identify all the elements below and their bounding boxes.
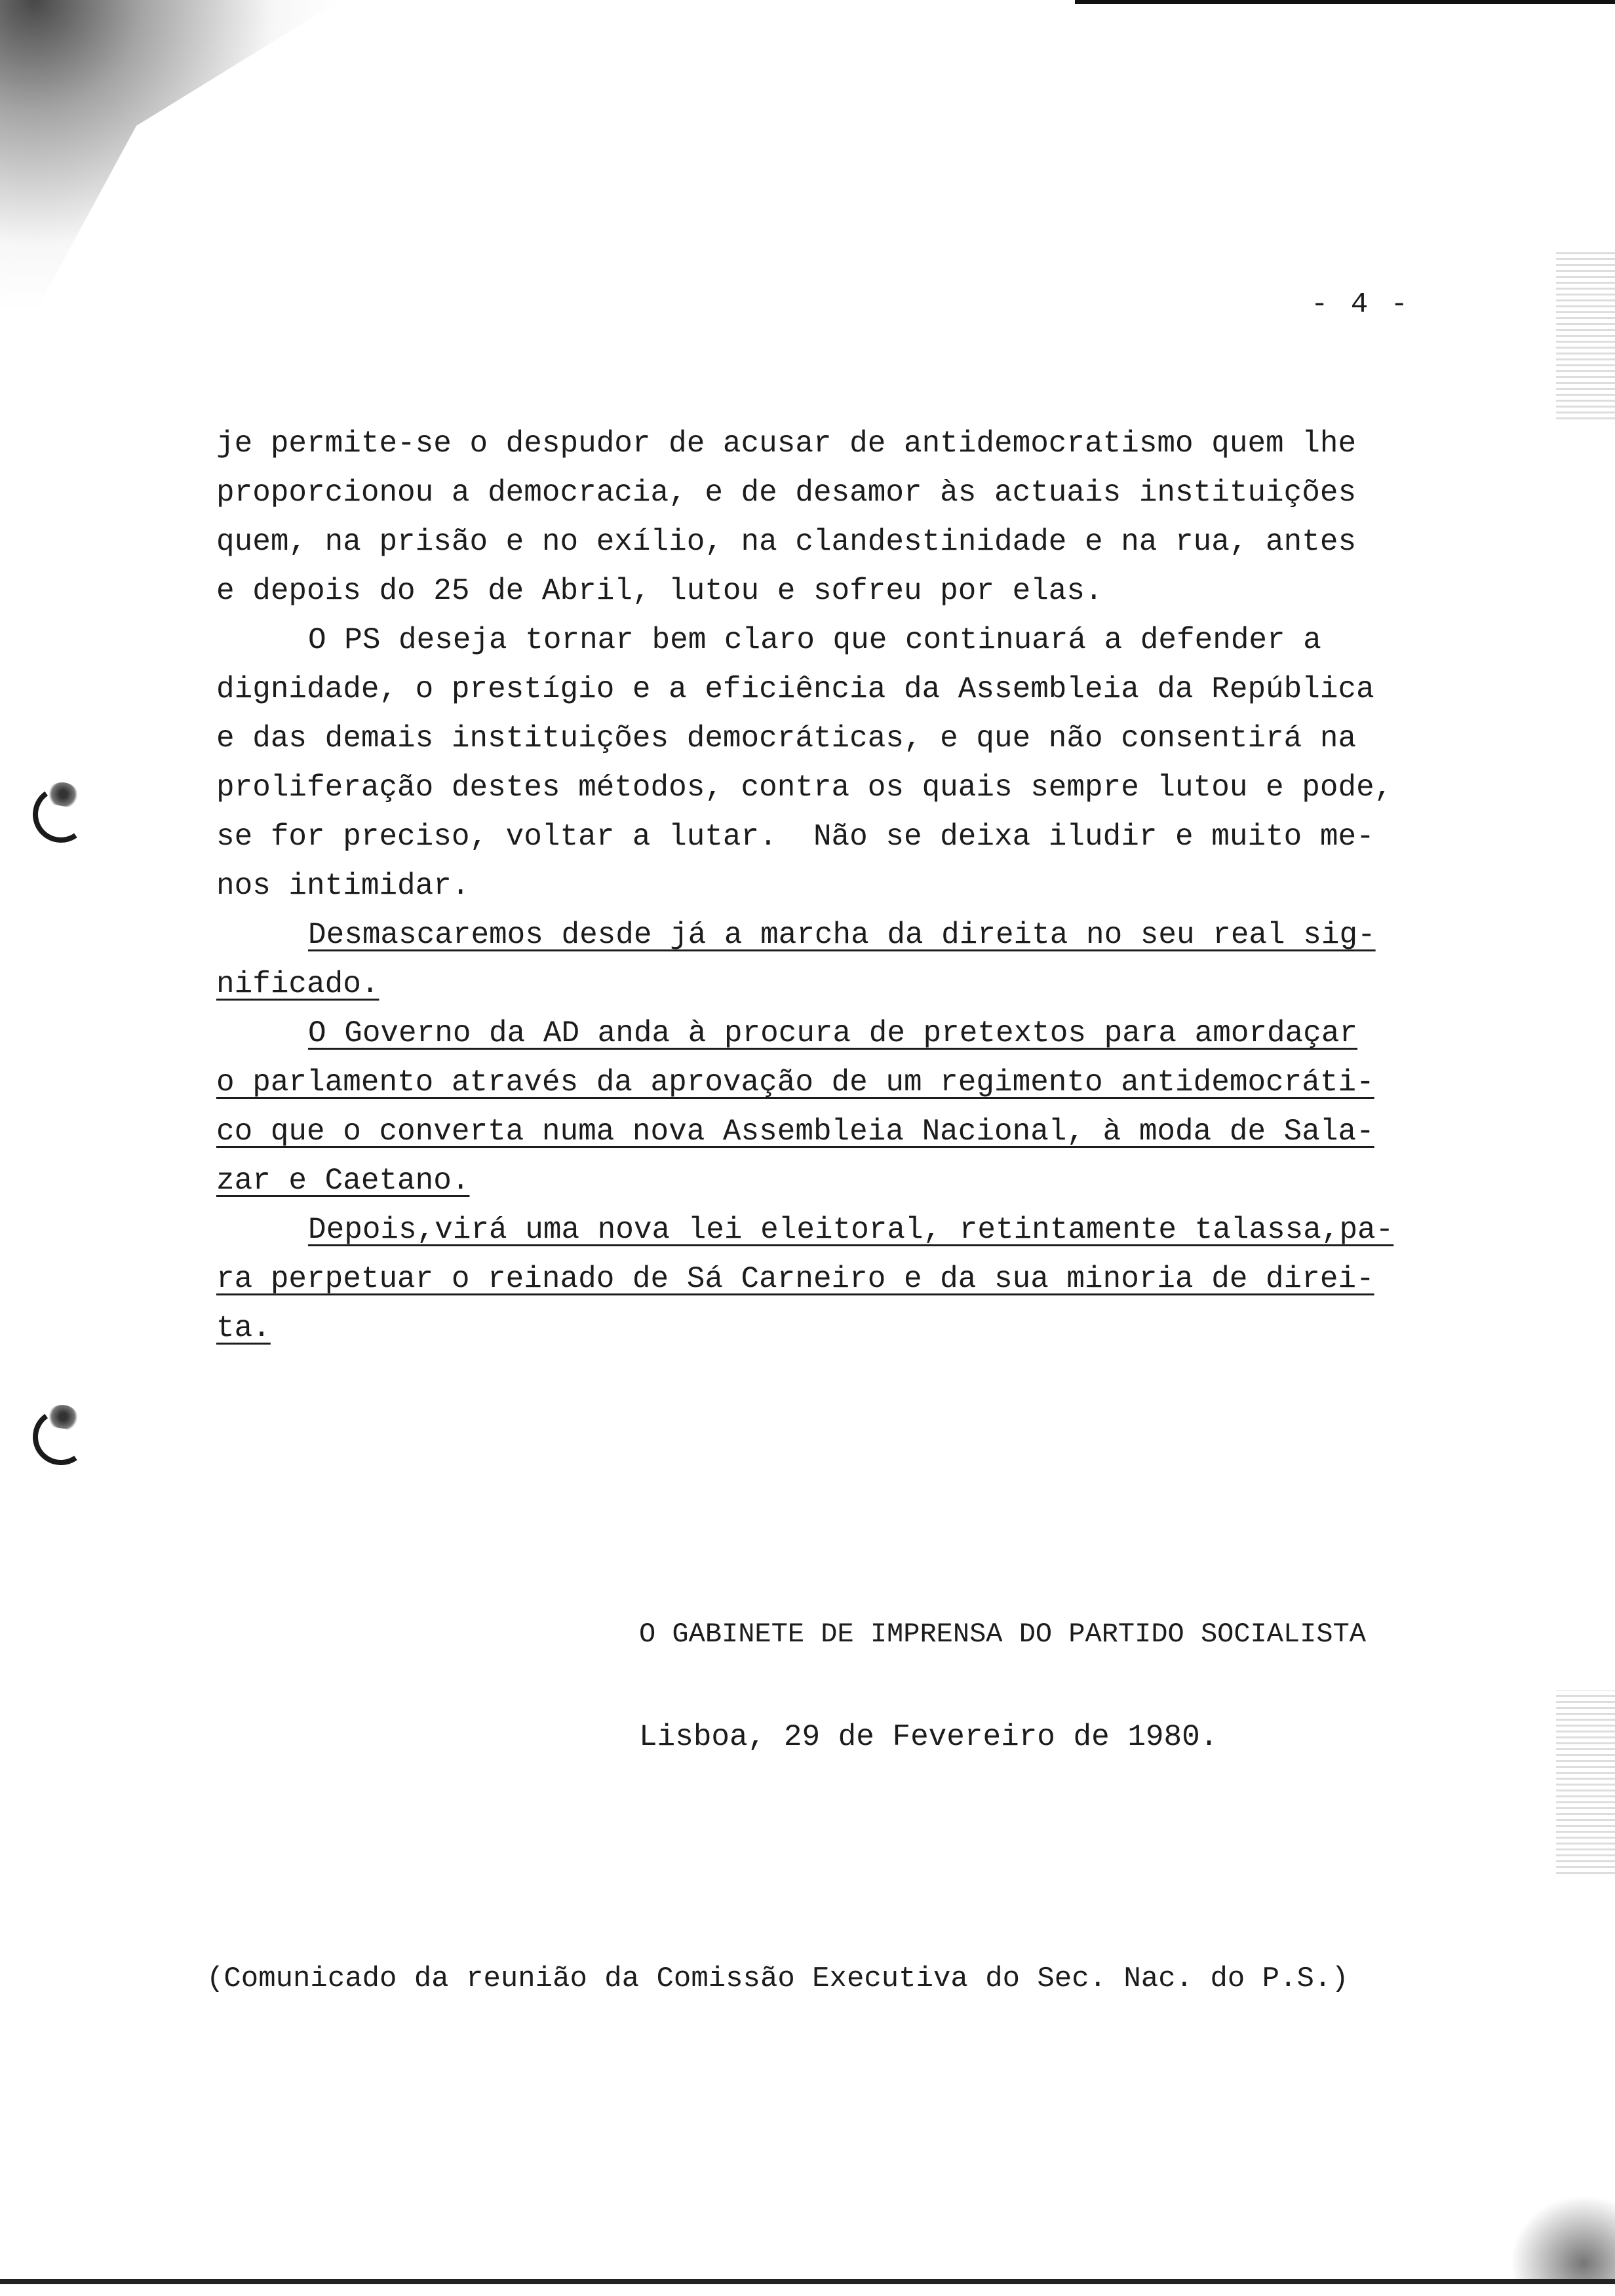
body-line-underlined xyxy=(216,1107,1521,1157)
body-line: proporcionou a democracia, e de desamor às actuais instituições xyxy=(216,476,1357,510)
body-line-underlined xyxy=(216,1009,1521,1058)
underlined-text: ta. xyxy=(216,1311,271,1345)
body-line-underlined xyxy=(216,1157,1521,1206)
underlined-text: co que o converta numa nova Assembleia Nacional, à moda de Sala- xyxy=(216,1115,1374,1149)
underlined-text: nificado. xyxy=(216,967,379,1001)
document-body xyxy=(216,419,1521,1353)
body-line: e das demais instituições democráticas, e que não consentirá na xyxy=(216,721,1357,756)
body-line: quem, na prisão e no exílio, na clandestinidade e na rua, antes xyxy=(216,525,1357,559)
punch-hole-icon xyxy=(28,1404,94,1470)
scan-noise xyxy=(1510,2195,1615,2280)
page-number: - 4 - xyxy=(1311,288,1411,321)
scan-edge-top xyxy=(1075,0,1615,4)
body-line: proliferação destes métodos, contra os quais sempre lutou e pode, xyxy=(216,771,1393,805)
body-line: e depois do 25 de Abril, lutou e sofreu por elas. xyxy=(216,574,1103,608)
scan-shadow xyxy=(0,0,341,315)
body-line: O PS deseja tornar bem claro que continuará a defender a xyxy=(308,623,1321,657)
footnote: (Comunicado da reunião da Comissão Executiva do Sec. Nac. do P.S.) xyxy=(206,1962,1349,1995)
body-line-underlined xyxy=(216,911,1521,960)
body-line-underlined xyxy=(216,1304,1521,1353)
body-line: se for preciso, voltar a lutar. Não se deixa iludir e muito me- xyxy=(216,820,1374,854)
underlined-text: o parlamento através da aprovação de um regimento antidemocráti- xyxy=(216,1065,1374,1100)
underlined-text: ra perpetuar o reinado de Sá Carneiro e da sua minoria de direi- xyxy=(216,1262,1374,1296)
body-line: dignidade, o prestígio e a eficiência da Assembleia da República xyxy=(216,672,1374,706)
body-line: je permite-se o despudor de acusar de antidemocratismo quem lhe xyxy=(216,427,1357,461)
body-line-underlined xyxy=(216,960,1521,1009)
scan-edge-bottom xyxy=(0,2279,1615,2284)
dateline: Lisboa, 29 de Fevereiro de 1980. xyxy=(639,1720,1218,1754)
body-line-underlined xyxy=(216,1058,1521,1107)
punch-hole-icon xyxy=(28,782,94,847)
underlined-text: zar e Caetano. xyxy=(216,1164,470,1198)
body-line-underlined xyxy=(216,1255,1521,1304)
body-line-underlined xyxy=(216,1206,1521,1255)
signature: O GABINETE DE IMPRENSA DO PARTIDO SOCIALISTA xyxy=(639,1618,1366,1650)
body-line: nos intimidar. xyxy=(216,869,470,903)
underlined-text: Depois,virá uma nova lei eleitoral, retintamente talassa,pa- xyxy=(308,1213,1394,1247)
underlined-text: Desmascaremos desde já a marcha da direita no seu real sig- xyxy=(308,918,1376,952)
scan-noise xyxy=(1556,249,1615,419)
underlined-text: O Governo da AD anda à procura de pretextos para amordaçar xyxy=(308,1016,1358,1050)
scan-noise xyxy=(1556,1691,1615,1874)
